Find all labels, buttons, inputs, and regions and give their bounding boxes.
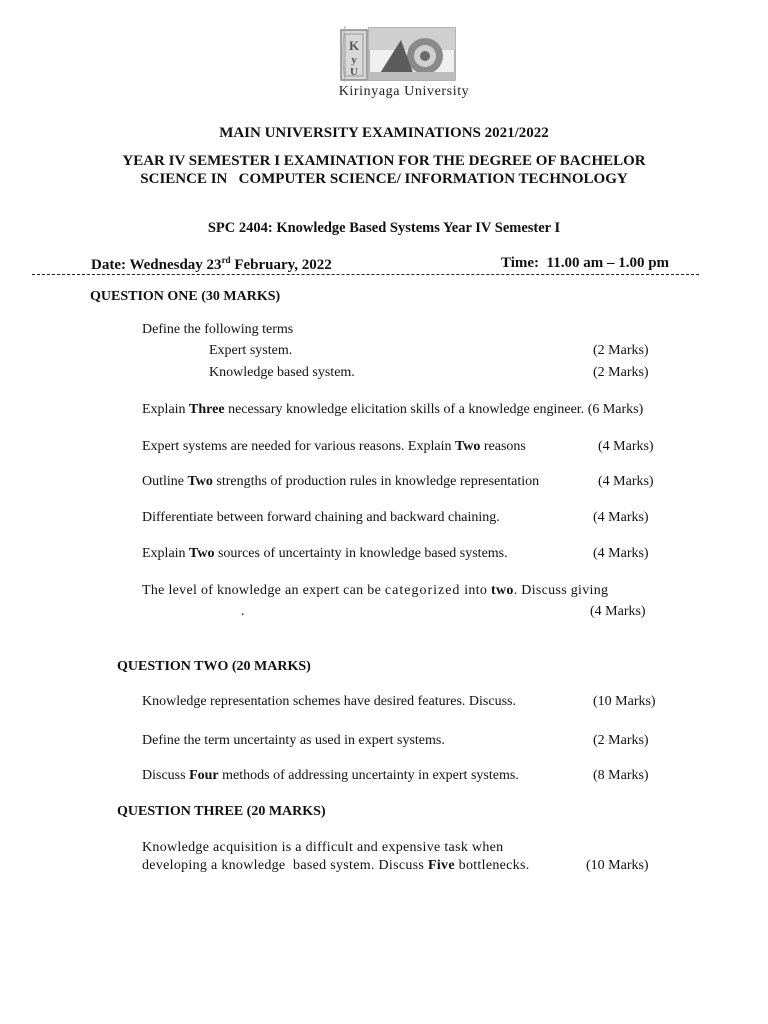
q1-d-marks: (4 Marks): [598, 474, 654, 489]
course-title: SPC 2404: Knowledge Based Systems Year IV Semester I: [207, 220, 561, 236]
q1-sub1-marks: (2 Marks): [593, 343, 649, 358]
university-name: Kirinyaga University: [338, 84, 470, 99]
q2-c-pre: Discuss: [142, 768, 190, 783]
q1-c-text: [142, 439, 526, 455]
q1-f-post: sources of uncertainty in knowledge based systems.: [214, 546, 508, 561]
q2-c-marks: (8 Marks): [593, 768, 649, 783]
q3-a-line1: Knowledge acquisition is a difficult and expensive task when: [142, 840, 504, 855]
question-one-heading: QUESTION ONE (30 MARKS): [90, 289, 281, 304]
q2-c-post: methods of addressing uncertainty in expert systems.: [218, 768, 519, 783]
q1-b-bold: Three: [189, 402, 225, 417]
q3-a-line2: [142, 858, 530, 874]
logo-emblem: [305, 22, 505, 88]
q3-a-marks: (10 Marks): [586, 858, 649, 873]
q1-e-text: Differentiate between forward chaining and backward chaining.: [142, 510, 500, 525]
q1-g-bold: two: [491, 583, 514, 598]
q1-define-text: Define the following terms: [142, 322, 294, 337]
question-three-heading: QUESTION THREE (20 MARKS): [117, 804, 326, 819]
q1-g-marks: (4 Marks): [590, 604, 646, 619]
q1-b-text: [142, 402, 643, 418]
exam-time: Time: 11.00 am – 1.00 pm: [501, 255, 670, 271]
degree-line-2: SCIENCE IN COMPUTER SCIENCE/ INFORMATION TECHNOLOGY: [140, 171, 628, 187]
q1-f-bold: Two: [189, 546, 215, 561]
q2-a-text: Knowledge representation schemes have desired features. Discuss.: [142, 694, 516, 709]
q1-sub2-marks: (2 Marks): [593, 365, 649, 380]
svg-text:K: K: [348, 38, 360, 53]
q1-d-text: [142, 474, 539, 490]
exam-date-sup: rd: [221, 255, 231, 265]
q1-g-mid: into: [460, 583, 492, 598]
q1-sub2-text: Knowledge based system.: [209, 365, 355, 380]
exam-title: MAIN UNIVERSITY EXAMINATIONS 2021/2022: [219, 125, 549, 141]
exam-date-suffix: February, 2022: [230, 257, 332, 273]
exam-date-prefix: Date: Wednesday 23: [91, 257, 222, 273]
svg-text:y: y: [351, 54, 357, 66]
q3-a-line2-bold: Five: [427, 858, 455, 873]
q1-c-post: reasons: [480, 439, 526, 454]
q2-b-text: Define the term uncertainty as used in expert systems.: [142, 733, 445, 748]
q3-a-line2-post: bottlenecks.: [454, 858, 530, 873]
exam-date: [91, 255, 332, 274]
q1-g-dot: .: [241, 604, 245, 619]
q1-sub1-text: Expert system.: [209, 343, 293, 358]
q1-f-pre: Explain: [142, 546, 190, 561]
q1-e-marks: (4 Marks): [593, 510, 649, 525]
q1-d-pre: Outline: [142, 474, 188, 489]
q2-a-marks: (10 Marks): [593, 694, 656, 709]
q1-d-bold: Two: [187, 474, 213, 489]
degree-line-1: YEAR IV SEMESTER I EXAMINATION FOR THE DEGREE OF BACHELOR: [122, 153, 646, 169]
q1-f-text: [142, 546, 508, 562]
q1-g-post: . Discuss giving: [513, 583, 609, 598]
q1-c-marks: (4 Marks): [598, 439, 654, 454]
q1-g-categorized: categorized: [384, 583, 461, 598]
q1-d-post: strengths of production rules in knowledge representation: [212, 474, 540, 489]
question-two-heading: QUESTION TWO (20 MARKS): [117, 659, 311, 674]
q2-b-marks: (2 Marks): [593, 733, 649, 748]
q1-g-text: [142, 583, 608, 599]
svg-text:U: U: [350, 66, 358, 78]
q1-b-pre: Explain: [142, 402, 190, 417]
q1-c-pre: Expert systems are needed for various reasons. Explain: [142, 439, 455, 454]
q1-g-pre: The level of knowledge an expert can be: [142, 583, 385, 598]
q2-c-bold: Four: [189, 768, 219, 783]
q3-a-line2-pre: developing a knowledge based system. Discuss: [142, 858, 428, 873]
q1-b-marks: (6 Marks): [587, 402, 644, 417]
q1-b-post: necessary knowledge elicitation skills of a knowledge engineer.: [224, 402, 585, 417]
q2-c-text: [142, 768, 519, 784]
q1-f-marks: (4 Marks): [593, 546, 649, 561]
date-time-row: [32, 254, 699, 275]
q1-c-bold: Two: [454, 439, 481, 454]
